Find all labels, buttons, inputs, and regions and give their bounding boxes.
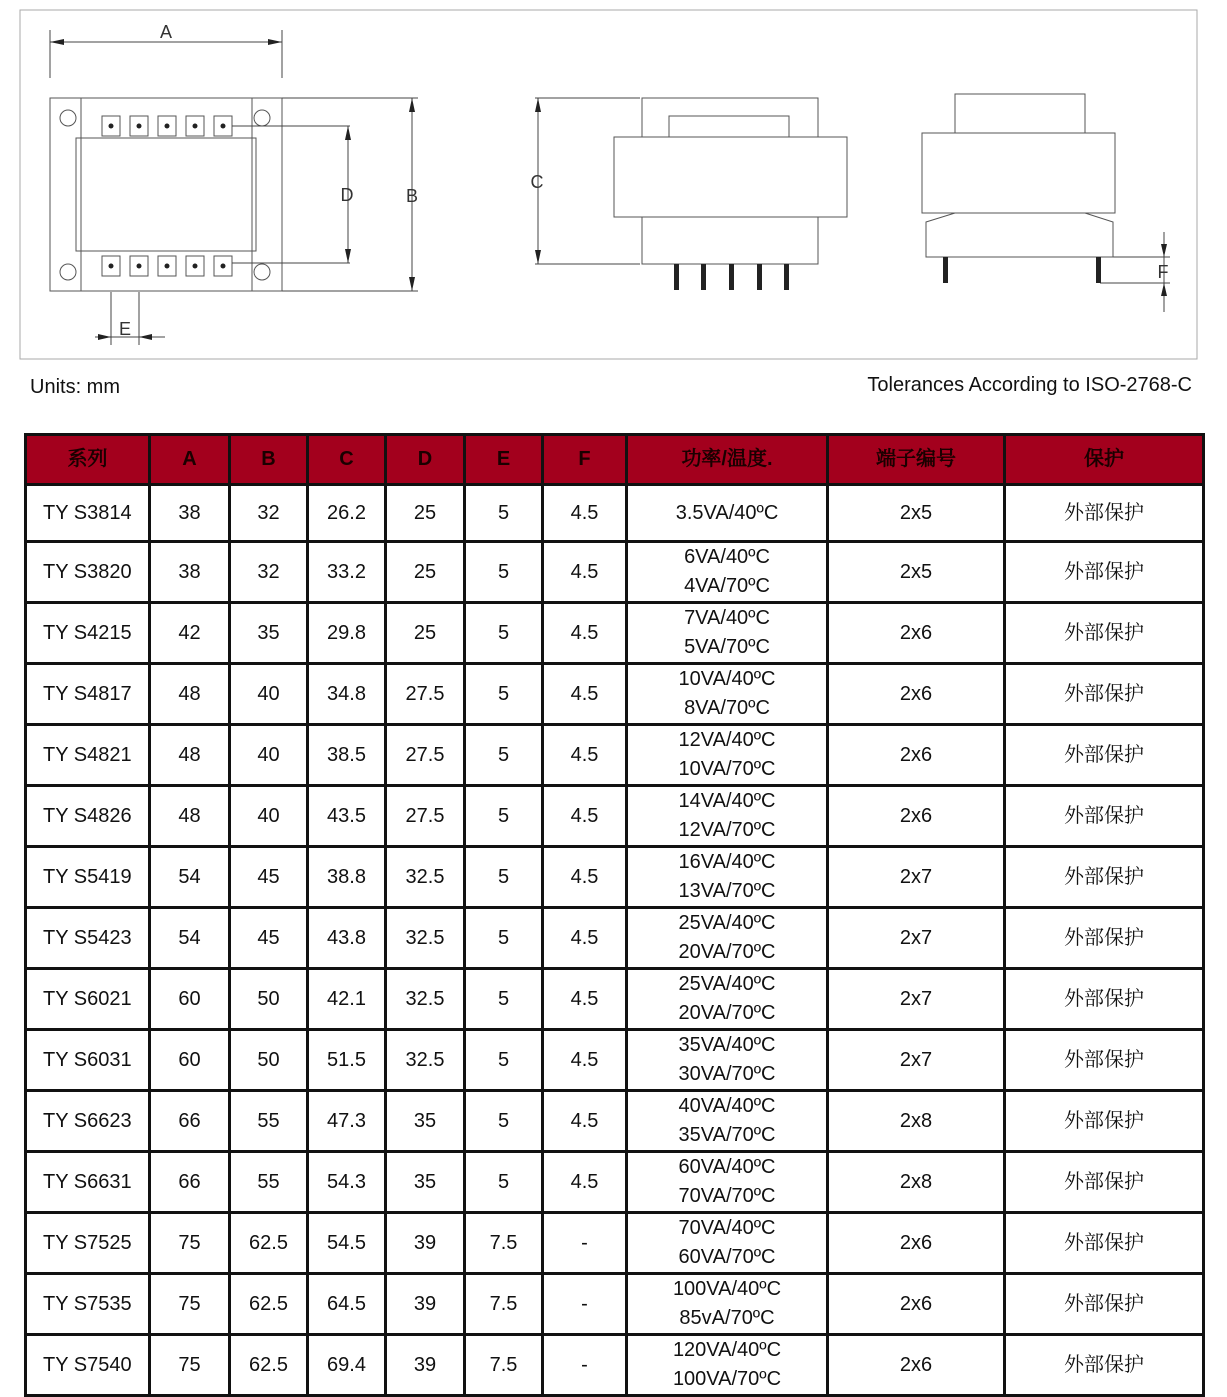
cell-d: 32.5 bbox=[386, 847, 465, 908]
power-rating: 60VA/40ºC bbox=[678, 1156, 776, 1178]
table-row bbox=[26, 1335, 1204, 1396]
table-row bbox=[26, 1030, 1204, 1091]
header-a: A bbox=[150, 435, 230, 485]
cell-c: 64.5 bbox=[308, 1274, 386, 1335]
cell-series: TY S6631 bbox=[26, 1152, 150, 1213]
cell-f: - bbox=[543, 1335, 627, 1396]
table-row bbox=[26, 969, 1204, 1030]
cell-a: 75 bbox=[150, 1213, 230, 1274]
table-row bbox=[26, 725, 1204, 786]
cell-series: TY S4817 bbox=[26, 664, 150, 725]
cell-a: 38 bbox=[150, 485, 230, 542]
cell-a: 54 bbox=[150, 908, 230, 969]
cell-e: 5 bbox=[465, 1030, 543, 1091]
cell-d: 39 bbox=[386, 1335, 465, 1396]
power-rating: 14VA/40ºC bbox=[678, 790, 776, 812]
cell-d: 27.5 bbox=[386, 664, 465, 725]
cell-a: 60 bbox=[150, 1030, 230, 1091]
drawing-frame bbox=[20, 10, 1197, 359]
power-rating: 3.5VA/40ºC bbox=[675, 501, 779, 524]
cell-a: 48 bbox=[150, 786, 230, 847]
cell-e: 5 bbox=[465, 1091, 543, 1152]
cell-power-temperature bbox=[627, 485, 828, 542]
cell-c: 38.8 bbox=[308, 847, 386, 908]
cell-power-temperature bbox=[627, 1152, 828, 1213]
cell-b: 62.5 bbox=[230, 1274, 308, 1335]
cell-series: TY S6623 bbox=[26, 1091, 150, 1152]
cell-protection: 外部保护 bbox=[1005, 485, 1204, 542]
cell-c: 26.2 bbox=[308, 485, 386, 542]
cell-b: 50 bbox=[230, 1030, 308, 1091]
power-rating: 20VA/70ºC bbox=[678, 941, 776, 963]
cell-d: 35 bbox=[386, 1091, 465, 1152]
units-note: Units: mm bbox=[30, 376, 120, 398]
cell-series: TY S5423 bbox=[26, 908, 150, 969]
power-rating: 5VA/70ºC bbox=[684, 636, 770, 658]
dimension-label-d: D bbox=[340, 185, 354, 205]
cell-series: TY S7535 bbox=[26, 1274, 150, 1335]
cell-c: 51.5 bbox=[308, 1030, 386, 1091]
cell-terminal-count: 2x6 bbox=[828, 725, 1005, 786]
power-rating: 100VA/40ºC bbox=[672, 1278, 782, 1300]
cell-f: 4.5 bbox=[543, 542, 627, 603]
cell-d: 27.5 bbox=[386, 725, 465, 786]
side-view bbox=[922, 94, 1115, 257]
cell-a: 66 bbox=[150, 1152, 230, 1213]
cell-power-temperature bbox=[627, 908, 828, 969]
cell-protection: 外部保护 bbox=[1005, 725, 1204, 786]
cell-protection: 外部保护 bbox=[1005, 664, 1204, 725]
cell-a: 54 bbox=[150, 847, 230, 908]
front-view bbox=[614, 98, 847, 264]
header-terminal-count: 端子编号 bbox=[828, 435, 1005, 485]
table-row bbox=[26, 1274, 1204, 1335]
cell-terminal-count: 2x7 bbox=[828, 1030, 1005, 1091]
table-row bbox=[26, 908, 1204, 969]
cell-f: 4.5 bbox=[543, 908, 627, 969]
cell-e: 5 bbox=[465, 908, 543, 969]
cell-power-temperature bbox=[627, 664, 828, 725]
cell-terminal-count: 2x6 bbox=[828, 786, 1005, 847]
cell-b: 62.5 bbox=[230, 1335, 308, 1396]
cell-d: 32.5 bbox=[386, 1030, 465, 1091]
cell-e: 5 bbox=[465, 969, 543, 1030]
cell-power-temperature bbox=[627, 1335, 828, 1396]
dimension-label-a: A bbox=[159, 22, 173, 42]
cell-f: 4.5 bbox=[543, 847, 627, 908]
cell-terminal-count: 2x7 bbox=[828, 969, 1005, 1030]
cell-f: 4.5 bbox=[543, 1030, 627, 1091]
cell-c: 43.5 bbox=[308, 786, 386, 847]
cell-protection: 外部保护 bbox=[1005, 1091, 1204, 1152]
header-d: D bbox=[386, 435, 465, 485]
cell-b: 55 bbox=[230, 1152, 308, 1213]
cell-c: 47.3 bbox=[308, 1091, 386, 1152]
cell-terminal-count: 2x5 bbox=[828, 485, 1005, 542]
transformer-dimension-drawing bbox=[0, 0, 1227, 370]
cell-power-temperature bbox=[627, 786, 828, 847]
power-rating: 60VA/70ºC bbox=[678, 1246, 776, 1268]
cell-series: TY S6021 bbox=[26, 969, 150, 1030]
cell-series: TY S4215 bbox=[26, 603, 150, 664]
header-e: E bbox=[465, 435, 543, 485]
power-rating: 40VA/40ºC bbox=[678, 1095, 776, 1117]
cell-protection: 外部保护 bbox=[1005, 1152, 1204, 1213]
dimension-label-e: E bbox=[118, 319, 132, 339]
pin-dots bbox=[109, 124, 226, 269]
cell-terminal-count: 2x6 bbox=[828, 664, 1005, 725]
cell-b: 40 bbox=[230, 786, 308, 847]
power-rating: 7VA/40ºC bbox=[684, 607, 770, 629]
cell-power-temperature bbox=[627, 725, 828, 786]
header-power-temperature: 功率/温度. bbox=[627, 435, 828, 485]
power-rating: 20VA/70ºC bbox=[678, 1002, 776, 1024]
dimension-label-c: C bbox=[530, 172, 544, 192]
cell-power-temperature bbox=[627, 1274, 828, 1335]
cell-e: 5 bbox=[465, 485, 543, 542]
cell-a: 38 bbox=[150, 542, 230, 603]
cell-b: 55 bbox=[230, 1091, 308, 1152]
cell-a: 75 bbox=[150, 1335, 230, 1396]
cell-power-temperature bbox=[627, 1030, 828, 1091]
cell-power-temperature bbox=[627, 969, 828, 1030]
cell-e: 5 bbox=[465, 1152, 543, 1213]
cell-protection: 外部保护 bbox=[1005, 1213, 1204, 1274]
cell-terminal-count: 2x6 bbox=[828, 1213, 1005, 1274]
table-row bbox=[26, 1213, 1204, 1274]
header-c: C bbox=[308, 435, 386, 485]
cell-series: TY S3814 bbox=[26, 485, 150, 542]
cell-b: 40 bbox=[230, 725, 308, 786]
table-row bbox=[26, 485, 1204, 542]
cell-e: 7.5 bbox=[465, 1335, 543, 1396]
cell-b: 50 bbox=[230, 969, 308, 1030]
header-f: F bbox=[543, 435, 627, 485]
cell-a: 60 bbox=[150, 969, 230, 1030]
cell-protection: 外部保护 bbox=[1005, 1030, 1204, 1091]
cell-e: 5 bbox=[465, 542, 543, 603]
cell-protection: 外部保护 bbox=[1005, 1274, 1204, 1335]
power-rating: 25VA/40ºC bbox=[678, 973, 776, 995]
cell-b: 40 bbox=[230, 664, 308, 725]
front-pins bbox=[674, 264, 789, 290]
cell-c: 34.8 bbox=[308, 664, 386, 725]
cell-e: 5 bbox=[465, 786, 543, 847]
cell-series: TY S6031 bbox=[26, 1030, 150, 1091]
cell-f: 4.5 bbox=[543, 725, 627, 786]
cell-series: TY S7525 bbox=[26, 1213, 150, 1274]
power-rating: 25VA/40ºC bbox=[678, 912, 776, 934]
cell-b: 32 bbox=[230, 485, 308, 542]
cell-f: 4.5 bbox=[543, 485, 627, 542]
cell-b: 35 bbox=[230, 603, 308, 664]
cell-power-temperature bbox=[627, 1091, 828, 1152]
cell-series: TY S5419 bbox=[26, 847, 150, 908]
power-rating: 100VA/70ºC bbox=[672, 1368, 782, 1390]
power-rating: 12VA/40ºC bbox=[678, 729, 776, 751]
cell-f: 4.5 bbox=[543, 1091, 627, 1152]
cell-e: 5 bbox=[465, 664, 543, 725]
cell-d: 25 bbox=[386, 603, 465, 664]
cell-series: TY S7540 bbox=[26, 1335, 150, 1396]
cell-protection: 外部保护 bbox=[1005, 603, 1204, 664]
cell-terminal-count: 2x8 bbox=[828, 1152, 1005, 1213]
cell-c: 33.2 bbox=[308, 542, 386, 603]
cell-e: 5 bbox=[465, 603, 543, 664]
cell-b: 45 bbox=[230, 908, 308, 969]
table-row bbox=[26, 847, 1204, 908]
dimension-arrowheads bbox=[50, 39, 1167, 340]
header-protection: 保护 bbox=[1005, 435, 1204, 485]
cell-b: 32 bbox=[230, 542, 308, 603]
cell-terminal-count: 2x5 bbox=[828, 542, 1005, 603]
cell-terminal-count: 2x7 bbox=[828, 847, 1005, 908]
dimension-label-b: B bbox=[405, 186, 419, 206]
cell-terminal-count: 2x6 bbox=[828, 1335, 1005, 1396]
power-rating: 13VA/70ºC bbox=[678, 880, 776, 902]
power-rating: 10VA/70ºC bbox=[678, 758, 776, 780]
header-series: 系列 bbox=[26, 435, 150, 485]
cell-c: 29.8 bbox=[308, 603, 386, 664]
table-row bbox=[26, 1152, 1204, 1213]
cell-power-temperature bbox=[627, 847, 828, 908]
power-rating: 30VA/70ºC bbox=[678, 1063, 776, 1085]
cell-c: 54.3 bbox=[308, 1152, 386, 1213]
power-rating: 70VA/70ºC bbox=[678, 1185, 776, 1207]
power-rating: 10VA/40ºC bbox=[678, 668, 776, 690]
power-rating: 85vA/70ºC bbox=[679, 1307, 775, 1329]
cell-terminal-count: 2x6 bbox=[828, 603, 1005, 664]
table-row bbox=[26, 786, 1204, 847]
cell-protection: 外部保护 bbox=[1005, 542, 1204, 603]
cell-power-temperature bbox=[627, 1213, 828, 1274]
cell-a: 48 bbox=[150, 664, 230, 725]
power-rating: 16VA/40ºC bbox=[678, 851, 776, 873]
cell-e: 5 bbox=[465, 725, 543, 786]
table-row bbox=[26, 664, 1204, 725]
cell-a: 66 bbox=[150, 1091, 230, 1152]
cell-a: 75 bbox=[150, 1274, 230, 1335]
cell-series: TY S4826 bbox=[26, 786, 150, 847]
cell-b: 45 bbox=[230, 847, 308, 908]
cell-b: 62.5 bbox=[230, 1213, 308, 1274]
table-row bbox=[26, 542, 1204, 603]
cell-power-temperature bbox=[627, 603, 828, 664]
table-row bbox=[26, 1091, 1204, 1152]
transformer-spec-table bbox=[24, 433, 1205, 1397]
cell-c: 69.4 bbox=[308, 1335, 386, 1396]
cell-e: 7.5 bbox=[465, 1213, 543, 1274]
power-rating: 35VA/70ºC bbox=[678, 1124, 776, 1146]
cell-f: 4.5 bbox=[543, 603, 627, 664]
cell-c: 54.5 bbox=[308, 1213, 386, 1274]
power-rating: 70VA/40ºC bbox=[678, 1217, 776, 1239]
cell-protection: 外部保护 bbox=[1005, 908, 1204, 969]
dimension-lines bbox=[50, 30, 1170, 345]
cell-d: 25 bbox=[386, 485, 465, 542]
cell-protection: 外部保护 bbox=[1005, 969, 1204, 1030]
cell-c: 42.1 bbox=[308, 969, 386, 1030]
cell-terminal-count: 2x7 bbox=[828, 908, 1005, 969]
cell-d: 32.5 bbox=[386, 969, 465, 1030]
cell-protection: 外部保护 bbox=[1005, 1335, 1204, 1396]
cell-f: - bbox=[543, 1213, 627, 1274]
dimension-label-f: F bbox=[1157, 262, 1169, 282]
cell-d: 27.5 bbox=[386, 786, 465, 847]
cell-c: 43.8 bbox=[308, 908, 386, 969]
power-rating: 4VA/70ºC bbox=[684, 575, 770, 597]
header-b: B bbox=[230, 435, 308, 485]
power-rating: 120VA/40ºC bbox=[672, 1339, 782, 1361]
cell-e: 7.5 bbox=[465, 1274, 543, 1335]
cell-a: 48 bbox=[150, 725, 230, 786]
tolerance-note: Tolerances According to ISO-2768-C bbox=[867, 374, 1192, 396]
side-pins bbox=[943, 257, 1101, 283]
cell-series: TY S3820 bbox=[26, 542, 150, 603]
power-rating: 8VA/70ºC bbox=[684, 697, 770, 719]
cell-f: 4.5 bbox=[543, 1152, 627, 1213]
cell-d: 39 bbox=[386, 1213, 465, 1274]
cell-d: 35 bbox=[386, 1152, 465, 1213]
cell-c: 38.5 bbox=[308, 725, 386, 786]
cell-f: - bbox=[543, 1274, 627, 1335]
power-rating: 6VA/40ºC bbox=[684, 546, 770, 568]
cell-f: 4.5 bbox=[543, 786, 627, 847]
cell-d: 39 bbox=[386, 1274, 465, 1335]
cell-protection: 外部保护 bbox=[1005, 786, 1204, 847]
cell-protection: 外部保护 bbox=[1005, 847, 1204, 908]
cell-terminal-count: 2x6 bbox=[828, 1274, 1005, 1335]
cell-a: 42 bbox=[150, 603, 230, 664]
cell-d: 25 bbox=[386, 542, 465, 603]
table-row bbox=[26, 603, 1204, 664]
cell-terminal-count: 2x8 bbox=[828, 1091, 1005, 1152]
cell-power-temperature bbox=[627, 542, 828, 603]
cell-series: TY S4821 bbox=[26, 725, 150, 786]
table-header-row bbox=[26, 435, 1204, 485]
power-rating: 35VA/40ºC bbox=[678, 1034, 776, 1056]
cell-f: 4.5 bbox=[543, 664, 627, 725]
power-rating: 12VA/70ºC bbox=[678, 819, 776, 841]
cell-d: 32.5 bbox=[386, 908, 465, 969]
cell-f: 4.5 bbox=[543, 969, 627, 1030]
cell-e: 5 bbox=[465, 847, 543, 908]
